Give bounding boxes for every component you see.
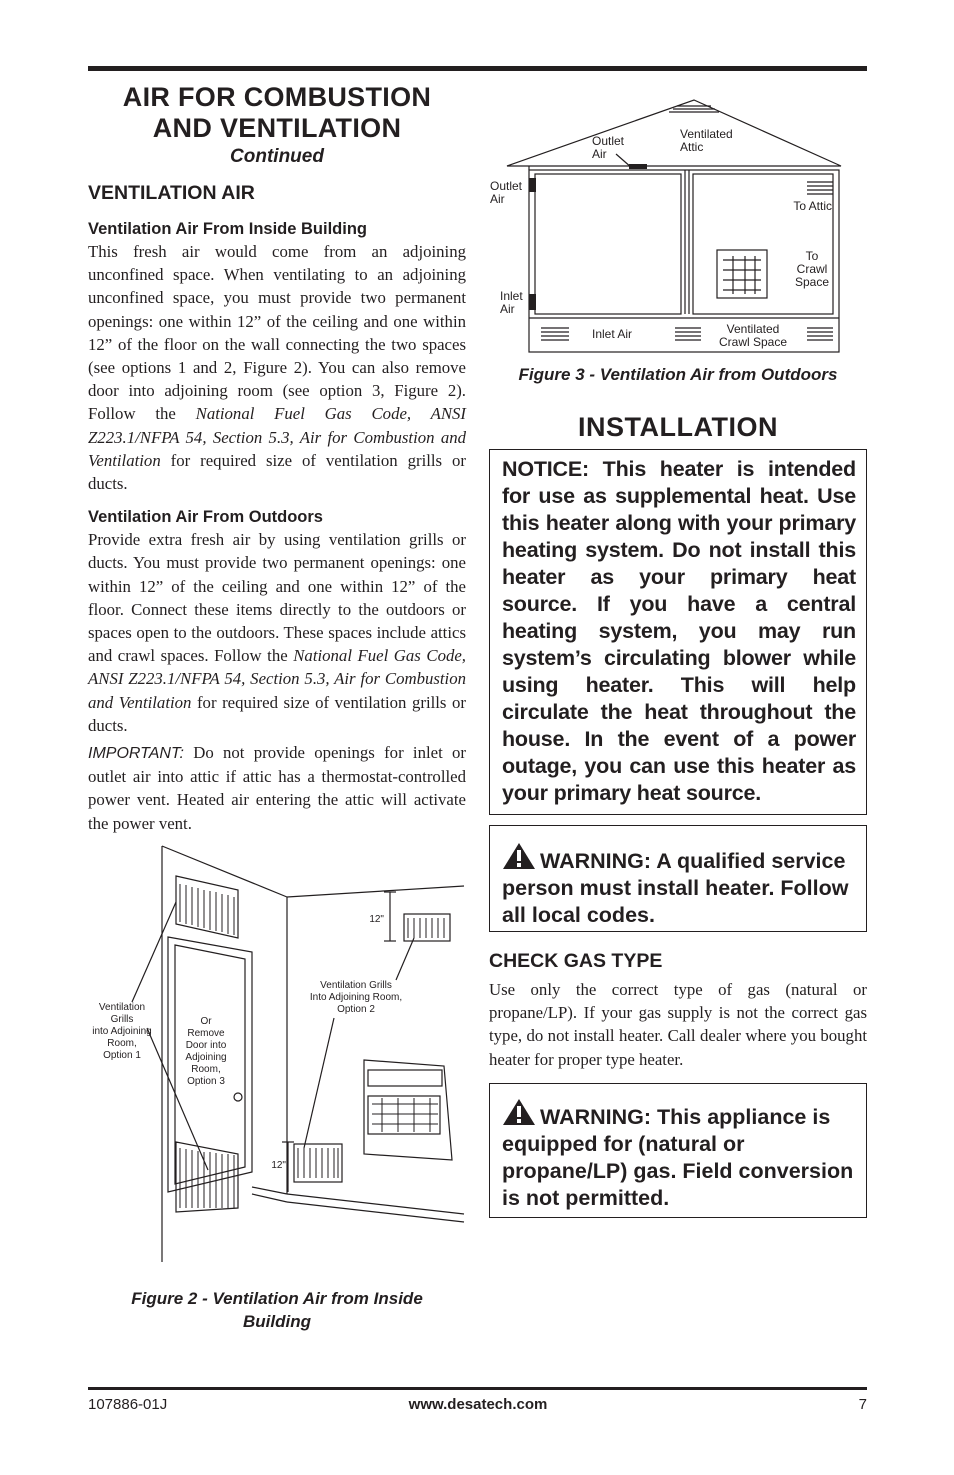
svg-text:Option 2: Option 2 — [337, 1004, 375, 1015]
svg-text:Room,: Room, — [191, 1064, 221, 1075]
notice-text: NOTICE: This heater is intended for use as supplemental heat. Use this heater along with your primary heating system. Do not install this heater as your primary heat source. If you have a central heating system, you may run system’s circulating blower while using heater. This will help circulate the heat throughout the house. In the event of a power outage, you can use this heater as your primary heat source. — [502, 457, 856, 805]
svg-text:Air: Air — [500, 302, 515, 316]
important-note: IMPORTANT: Do not provide openings for inlet or outlet air into attic if attic has a thermostat-controlled power vent. Heated air entering the attic will activate the power vent. — [88, 743, 466, 833]
figure-2-illustration — [92, 842, 466, 1272]
label-inlet-air-wall — [500, 289, 523, 316]
svg-text:Inlet: Inlet — [500, 289, 523, 303]
figure-3-illustration — [489, 98, 849, 356]
doc-number: 107886-01J — [88, 1396, 168, 1413]
svg-text:Crawl: Crawl — [796, 262, 828, 276]
svg-text:Ventilation Grills: Ventilation Grills — [320, 980, 392, 991]
section-title — [88, 82, 466, 144]
svg-text:Outlet: Outlet — [592, 134, 625, 148]
outdoors-text: Provide extra fresh air by using ventilation grills or ducts. You must provide two permanent openings: one within 12” of the ceiling and one within 12” of the floor. Connect these items directly to the outdoors or spaces open to the outdoors. These spaces include attics and crawl spaces. Follow the National Fuel Gas Code, ANSI Z223.1/NFPA 54, Section 5.3, Air for Combustion and Ventilation for required size of ventilation grills or ducts. — [88, 530, 466, 735]
bottom-rule — [88, 1387, 867, 1390]
label-inlet-air-floor: Inlet Air — [592, 327, 633, 341]
label-ventilated-crawl-space — [719, 322, 787, 349]
warning-box-gas — [489, 1083, 867, 1218]
svg-text:Option 3: Option 3 — [187, 1076, 225, 1087]
dim-12-top: 12" — [369, 914, 384, 925]
figure-3-caption: Figure 3 - Ventilation Air from Outdoors — [518, 365, 838, 384]
label-option-1 — [92, 1002, 152, 1061]
warning-gas-text: WARNING: This appliance is equipped for (natural or propane/LP) gas. Field conversion is not permitted. — [502, 1098, 856, 1212]
svg-text:To: To — [805, 249, 819, 263]
svg-text:Grills: Grills — [110, 1014, 134, 1025]
check-gas-heading: CHECK GAS TYPE — [489, 950, 663, 972]
section-title-line1: AIR FOR COMBUSTION — [122, 82, 432, 112]
label-ventilated-attic — [680, 127, 733, 154]
svg-text:Air: Air — [592, 147, 607, 161]
inside-building-text: This fresh air would come from an adjoining unconfined space. When ventilating to an adjoining unconfined space, you must provide two permanent openings: one within 12” of the ceiling and one within 12” of the floor on the wall connecting the two spaces (see options 1 and 2, Figure 2). You can also remove door into adjoining room (see option 3, Figure 2). Follow the National Fuel Gas Code, ANSI Z223.1/NFPA 54, Section 5.3, Air for Combustion and Ventilation for required size of ventilation grills or ducts. — [88, 242, 467, 494]
svg-text:Ventilated: Ventilated — [726, 322, 780, 336]
label-to-crawl-space — [795, 249, 829, 289]
svg-text:Space: Space — [794, 275, 830, 289]
svg-text:Air: Air — [490, 192, 505, 206]
warning-triangle-icon — [502, 1098, 536, 1126]
svg-text:Option 1: Option 1 — [103, 1050, 141, 1061]
notice-box — [489, 449, 867, 815]
svg-text:Outlet: Outlet — [490, 179, 523, 193]
warning-installer-text: WARNING: A qualified service person must install heater. Follow all local codes. — [502, 842, 856, 929]
svg-text:Remove: Remove — [187, 1028, 225, 1039]
section-title-line2: AND VENTILATION — [152, 113, 402, 143]
inside-building-heading: Ventilation Air From Inside Building — [88, 220, 367, 238]
website-link[interactable]: www.desatech.com — [408, 1396, 548, 1413]
top-rule — [88, 66, 867, 71]
continued-label: Continued — [230, 146, 324, 167]
svg-text:Crawl Space: Crawl Space — [718, 335, 788, 349]
dim-12-bottom: 12" — [271, 1160, 286, 1171]
svg-text:Adjoining: Adjoining — [185, 1052, 227, 1063]
label-option-3 — [185, 1016, 226, 1087]
warning-box-installer — [489, 825, 867, 932]
outdoors-heading: Ventilation Air From Outdoors — [88, 508, 323, 527]
svg-text:Or: Or — [200, 1016, 212, 1027]
label-outlet-air-wall — [490, 179, 523, 206]
ventilation-air-heading: VENTILATION AIR — [88, 182, 255, 204]
figure-2-caption: Figure 2 - Ventilation Air from Inside Building — [131, 1289, 423, 1331]
left-column — [88, 82, 466, 835]
svg-text:Door into: Door into — [185, 1040, 227, 1051]
page-number: 7 — [858, 1396, 867, 1413]
svg-text:Room,: Room, — [107, 1038, 137, 1049]
label-option-2 — [310, 980, 402, 1015]
installation-title: INSTALLATION — [578, 412, 778, 442]
svg-text:Ventilation: Ventilation — [98, 1002, 146, 1013]
warning-triangle-icon — [502, 842, 536, 870]
check-gas-text: Use only the correct type of gas (natural or propane/LP). If your gas supply is not the correct gas type, do not install heater. Call dealer where you bought heater for proper type heater. — [489, 980, 867, 1069]
label-to-attic: To Attic — [793, 199, 832, 213]
svg-text:into Adjoining: into Adjoining — [92, 1026, 152, 1037]
svg-text:Attic: Attic — [680, 140, 704, 154]
svg-text:Into Adjoining Room,: Into Adjoining Room, — [309, 992, 403, 1003]
svg-text:Ventilated: Ventilated — [680, 127, 733, 141]
